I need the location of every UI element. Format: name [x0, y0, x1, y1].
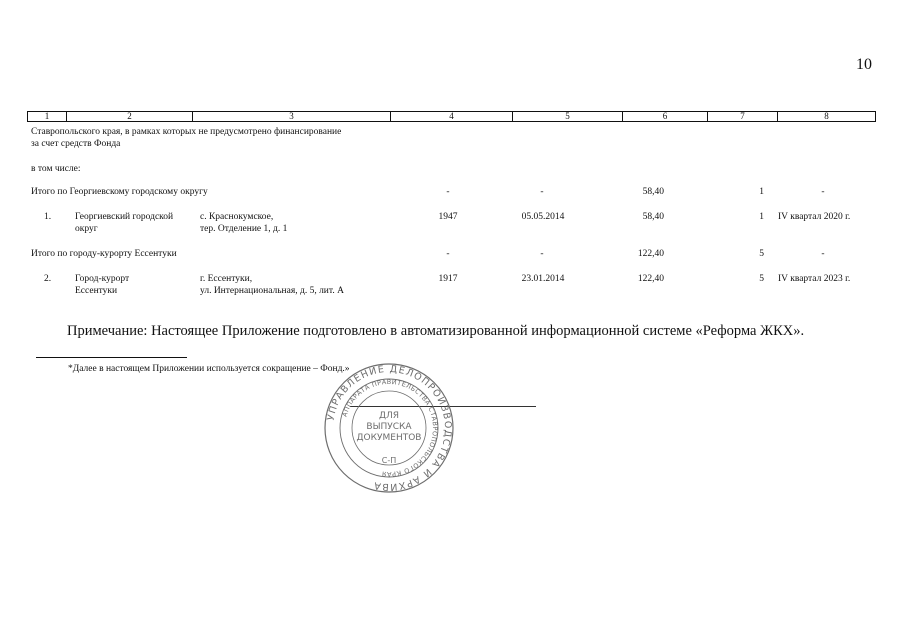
municipality-name-line-1: Город-курорт: [75, 274, 130, 284]
cell-count: 5: [759, 274, 764, 284]
col-header-6: 6: [623, 112, 708, 122]
cell-year: -: [446, 187, 450, 197]
cell-count: 1: [759, 212, 764, 222]
col-header-4: 4: [391, 112, 513, 122]
address-line-2: ул. Интернациональная, д. 5, лит. А: [200, 286, 344, 296]
municipality-name-line-2: Ессентуки: [75, 286, 118, 296]
address-line-1: с. Краснокумское,: [200, 212, 274, 222]
intro-in-that: в том числе:: [31, 164, 81, 174]
cell-area: 58,40: [642, 187, 664, 197]
header-table: [27, 111, 876, 122]
footnote-text: *Далее в настоящем Приложении используется сокращение – Фонд.»: [68, 364, 350, 374]
cell-date: -: [540, 249, 544, 259]
col-header-2: 2: [67, 112, 193, 122]
cell-count: 5: [759, 249, 764, 259]
cell-deadline: IV квартал 2020 г.: [778, 212, 851, 222]
cell-date: 23.01.2014: [521, 274, 565, 284]
cell-count: 1: [759, 187, 764, 197]
intro-line-1: Ставропольского края, в рамках которых не предусмотрено финансирование: [31, 127, 342, 137]
stamp-code: С-П: [381, 456, 397, 465]
official-stamp: [323, 362, 455, 494]
address-line-2: тер. Отделение 1, д. 1: [200, 224, 288, 234]
cell-area: 122,40: [637, 249, 664, 259]
stamp-inner-ring-text: АППАРАТА ПРАВИТЕЛЬСТВА СТАВРОПОЛЬСКОГО КРАЯ: [340, 377, 440, 479]
row-number: 1.: [44, 212, 52, 222]
intro-line-2: за счет средств Фонда: [31, 139, 121, 149]
col-header-1: 1: [28, 112, 67, 122]
col-header-5: 5: [513, 112, 623, 122]
municipality-name-line-2: округ: [75, 224, 98, 234]
row-number: 2.: [44, 274, 52, 284]
cell-date: -: [540, 187, 544, 197]
col-header-8: 8: [778, 112, 876, 122]
cell-year: 1947: [438, 212, 458, 222]
column-number-header: [27, 111, 875, 122]
col-header-7: 7: [708, 112, 778, 122]
total-label: Итого по городу-курорту Ессентуки: [31, 249, 177, 259]
cell-deadline: -: [821, 249, 825, 259]
col-header-3: 3: [193, 112, 391, 122]
stamp-center-line-1: ДЛЯ: [378, 411, 400, 421]
stamp-outer-ring-text: УПРАВЛЕНИЕ ДЕЛОПРОИЗВОДСТВА И АРХИВА: [325, 363, 454, 493]
page-number: 10: [856, 56, 872, 73]
total-label: Итого по Георгиевскому городскому округу: [31, 187, 208, 197]
cell-date: 05.05.2014: [521, 212, 565, 222]
cell-deadline: IV квартал 2023 г.: [778, 274, 851, 284]
note-text: Примечание: Настоящее Приложение подготовлено в автоматизированной информационной системе «Реформа ЖКХ».: [67, 323, 805, 339]
cell-deadline: -: [821, 187, 825, 197]
footnote-rule: [36, 357, 187, 358]
stamp-center-line-2: ВЫПУСКА: [366, 422, 412, 432]
stamp-center-line-3: ДОКУМЕНТОВ: [356, 433, 422, 443]
cell-year: -: [446, 249, 450, 259]
cell-area: 58,40: [642, 212, 664, 222]
cell-area: 122,40: [637, 274, 664, 284]
cell-year: 1917: [438, 274, 458, 284]
municipality-name-line-1: Георгиевский городской: [75, 212, 174, 222]
address-line-1: г. Ессентуки,: [200, 274, 253, 284]
